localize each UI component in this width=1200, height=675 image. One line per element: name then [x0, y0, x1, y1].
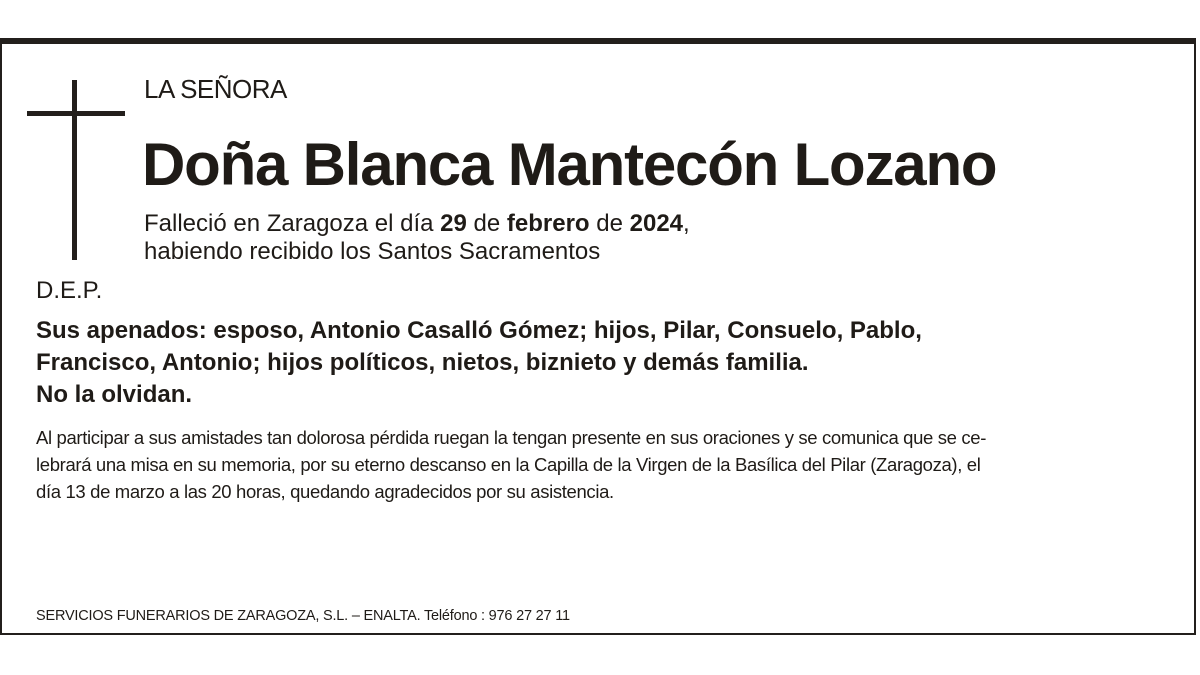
- death-line-2: habiendo recibido los Santos Sacramentos: [144, 238, 601, 265]
- family-line-1: Sus apenados: esposo, Antonio Casalló Gómez; hijos, Pilar, Consuelo, Pablo,: [36, 317, 922, 344]
- announcement-line-3: día 13 de marzo a las 20 horas, quedando agradecidos por su asistencia.: [36, 481, 614, 502]
- death-year: 2024: [629, 210, 684, 237]
- death-comma: ,: [683, 210, 690, 237]
- announcement-line-1: Al participar a sus amistades tan dolorosa pérdida ruegan la tengan presente en sus oraciones y se comunica que se ce-: [36, 427, 987, 448]
- family-block: [36, 315, 922, 411]
- family-line-3: No la olvidan.: [36, 381, 193, 408]
- death-de-1: de: [466, 210, 507, 237]
- death-text-start: Falleció en Zaragoza el día: [144, 210, 441, 237]
- cross-horizontal-bar: [27, 111, 125, 116]
- cross-vertical-bar: [72, 80, 77, 260]
- announcement-line-2: lebrará una misa en su memoria, por su eterno descanso en la Capilla de la Virgen de la Basílica del Pilar (Zaragoza), el: [36, 454, 981, 475]
- death-details: [144, 210, 690, 266]
- dep-label: D.E.P.: [36, 277, 103, 304]
- family-line-2: Francisco, Antonio; hijos políticos, nietos, biznieto y demás familia.: [36, 349, 809, 376]
- death-de-2: de: [589, 210, 630, 237]
- death-line-1: [144, 210, 690, 238]
- title-prefix: LA SEÑORA: [144, 74, 287, 104]
- funeral-services-footer: SERVICIOS FUNERARIOS DE ZARAGOZA, S.L. – ENALTA. Teléfono : 976 27 27 11: [36, 608, 570, 624]
- death-month: febrero: [506, 210, 590, 237]
- announcement-paragraph: [36, 424, 1176, 505]
- death-day: 29: [440, 210, 467, 237]
- deceased-name: Doña Blanca Mantecón Lozano: [142, 131, 997, 198]
